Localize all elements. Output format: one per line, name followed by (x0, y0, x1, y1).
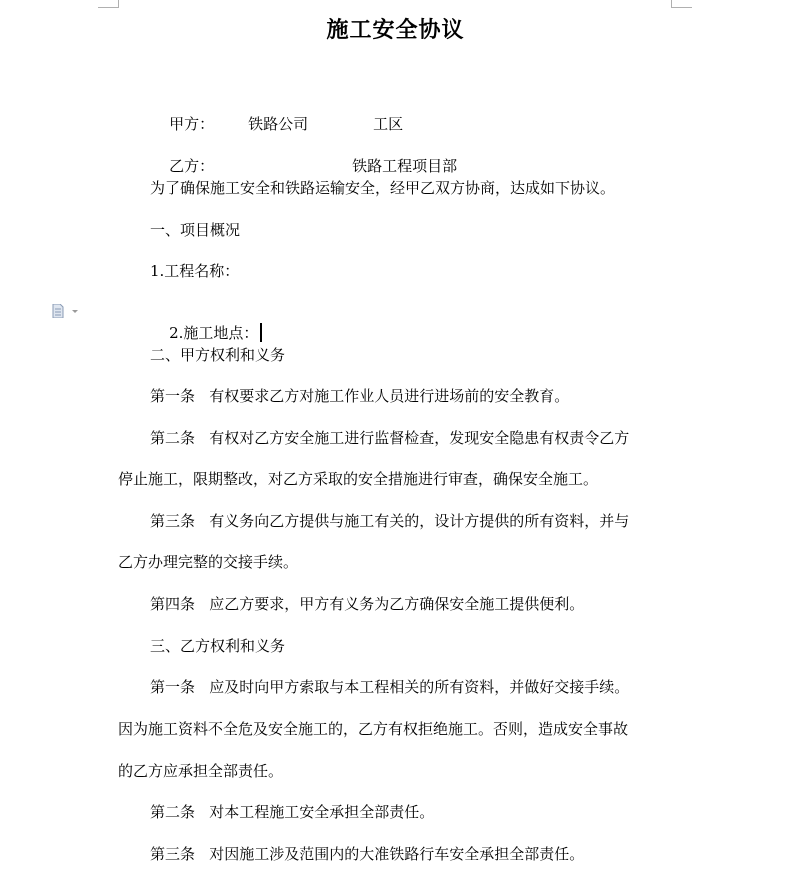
party-a-label: 甲方： (169, 115, 215, 133)
party-b-label: 乙方： (169, 157, 215, 175)
document-icon[interactable] (52, 304, 82, 318)
article-line[interactable]: 第二条 有权对乙方安全施工进行监督检查，发现安全隐患有权责令乙方 (150, 429, 630, 447)
party-a-unit: 工区 (373, 115, 404, 133)
article-line[interactable]: 停止施工，限期整改，对乙方采取的安全措施进行审查，确保安全施工。 (118, 470, 599, 488)
intro-paragraph[interactable]: 为了确保施工安全和铁路运输安全，经甲乙双方协商，达成如下协议。 (150, 179, 616, 197)
construction-site-label: 2.施工地点： (169, 324, 259, 342)
section-heading[interactable]: 一、项目概况 (150, 221, 241, 239)
document-title: 施工安全协议 (326, 18, 465, 43)
project-name-line[interactable]: 1.工程名称： (150, 262, 240, 280)
party-a-company: 铁路公司 (248, 115, 309, 133)
page-corner-mark (98, 0, 119, 8)
party-b-company: 铁路工程项目部 (352, 157, 458, 175)
article-line[interactable]: 第一条 应及时向甲方索取与本工程相关的所有资料，并做好交接手续。 (150, 678, 630, 696)
text-cursor (260, 323, 262, 342)
article-line[interactable]: 第二条 对本工程施工安全承担全部责任。 (150, 803, 435, 821)
article-line[interactable]: 的乙方应承担全部责任。 (118, 762, 284, 780)
article-line[interactable]: 乙方办理完整的交接手续。 (118, 553, 299, 571)
article-line[interactable]: 第一条 有权要求乙方对施工作业人员进行进场前的安全教育。 (150, 387, 570, 405)
article-line[interactable]: 第三条 有义务向乙方提供与施工有关的，设计方提供的所有资料，并与 (150, 512, 630, 530)
article-line[interactable]: 第三条 对因施工涉及范围内的大准铁路行车安全承担全部责任。 (150, 845, 585, 863)
section-heading[interactable]: 三、乙方权利和义务 (150, 637, 286, 655)
article-line[interactable]: 第四条 应乙方要求，甲方有义务为乙方确保安全施工提供便利。 (150, 595, 585, 613)
article-line[interactable]: 因为施工资料不全危及安全施工的，乙方有权拒绝施工。否则，造成安全事故 (118, 720, 629, 738)
page-corner-mark (671, 0, 692, 8)
section-heading[interactable]: 二、甲方权利和义务 (150, 346, 286, 364)
